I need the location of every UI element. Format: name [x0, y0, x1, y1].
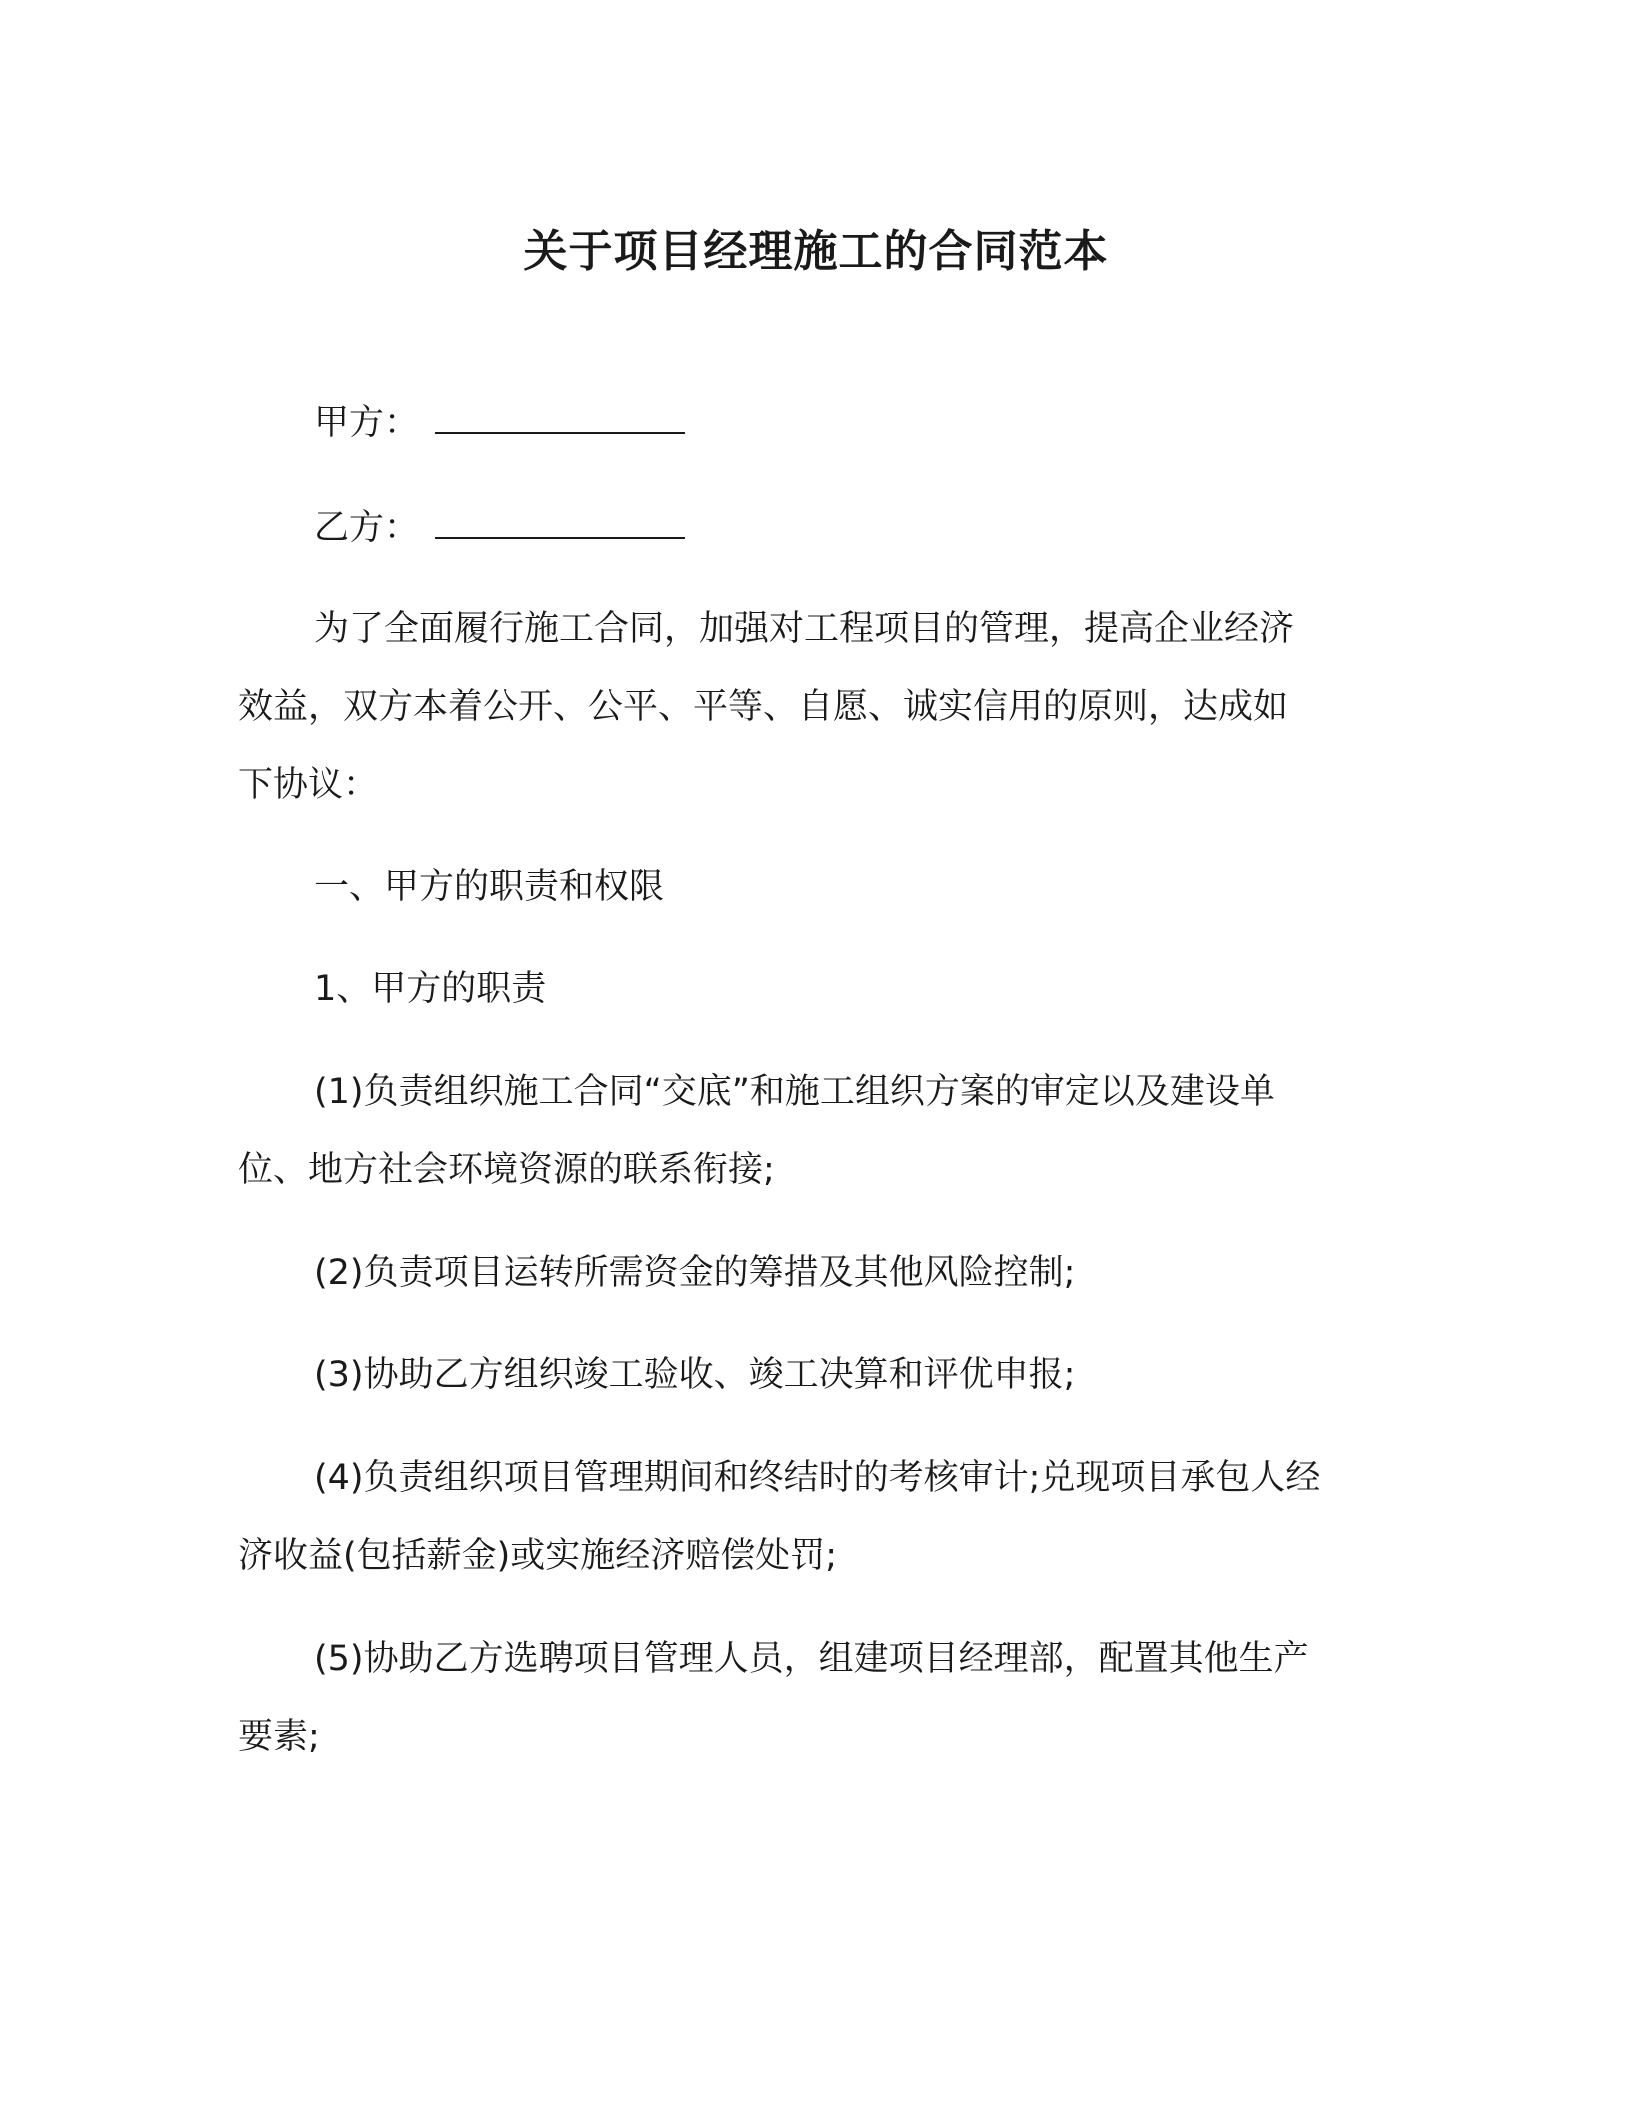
party-a-blank: [435, 398, 685, 434]
item-4-line-2: 济收益(包括薪金)或实施经济赔偿处罚;: [238, 1536, 838, 1576]
party-a-line: [314, 398, 685, 447]
party-b-label: 乙方：: [314, 508, 420, 548]
intro-line-3: 下协议：: [238, 765, 379, 805]
party-b-blank: [435, 503, 685, 539]
item-3-line-1: (3)协助乙方组织竣工验收、竣工决算和评优申报;: [314, 1355, 1076, 1395]
item-4-line-1: (4)负责组织项目管理期间和终结时的考核审计;兑现项目承包人经: [314, 1458, 1321, 1498]
item-2-line-1: (2)负责项目运转所需资金的筹措及其他风险控制;: [314, 1253, 1076, 1293]
party-a-label: 甲方：: [314, 403, 420, 443]
item-5-line-2: 要素;: [238, 1717, 320, 1757]
intro-line-1: 为了全面履行施工合同，加强对工程项目的管理，提高企业经济: [314, 609, 1295, 649]
party-b-line: [314, 503, 685, 552]
subsection-heading: 1、甲方的职责: [314, 969, 547, 1009]
intro-line-2: 效益，双方本着公开、公平、平等、自愿、诚实信用的原则，达成如: [238, 687, 1289, 727]
item-1-line-1: (1)负责组织施工合同“交底”和施工组织方案的审定以及建设单: [314, 1072, 1275, 1112]
page-title: 关于项目经理施工的合同范本: [523, 226, 1109, 277]
item-1-line-2: 位、地方社会环境资源的联系衔接;: [238, 1150, 775, 1190]
item-5-line-1: (5)协助乙方选聘项目管理人员，组建项目经理部，配置其他生产: [314, 1639, 1309, 1679]
section-heading: 一、甲方的职责和权限: [314, 867, 665, 907]
